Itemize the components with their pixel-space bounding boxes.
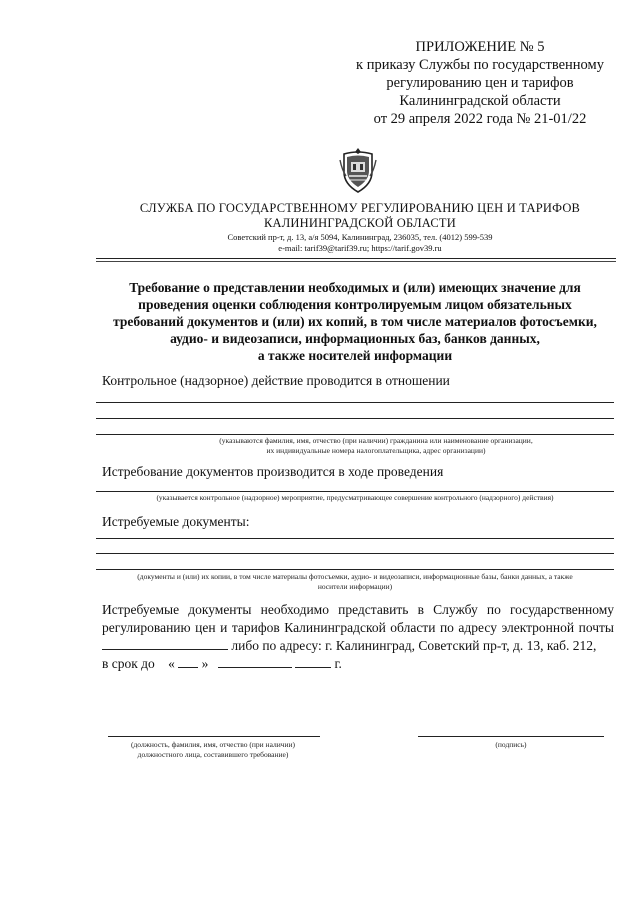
title-line: Требование о представлении необходимых и (или) имеющих значение для xyxy=(129,280,581,295)
title-line: а также носителей информации xyxy=(257,348,453,363)
appendix-order-line: Калининградской области xyxy=(399,93,561,109)
requested-documents-field[interactable] xyxy=(96,569,614,570)
header-divider xyxy=(96,258,616,259)
inspection-subject-field[interactable] xyxy=(96,434,614,435)
official-name-field[interactable] xyxy=(108,736,320,737)
year-suffix: г. xyxy=(334,656,342,671)
requested-documents-field[interactable] xyxy=(96,538,614,539)
deadline-month-field[interactable] xyxy=(218,655,292,668)
inspection-subject-field[interactable] xyxy=(96,402,614,403)
appendix-block xyxy=(330,38,630,128)
appendix-order-date: от 29 апреля 2022 года № 21-01/22 xyxy=(373,111,587,127)
inspection-subject-label: Контрольное (надзорное) действие проводится в отношении xyxy=(102,373,450,388)
submission-instructions xyxy=(102,601,614,673)
organization-email: e-mail: tarif39@tarif39.ru; https://tarif.gov39.ru xyxy=(278,243,442,253)
email-field[interactable] xyxy=(102,637,228,650)
title-line: требований документов и (или) их копий, в том числе материалов фотосъемки, xyxy=(113,314,597,329)
hint-line: (документы и (или) их копии, в том числе материалы фотосъемки, аудио- и видеозаписи, информационные базы, банки данных, а также xyxy=(137,572,573,581)
deadline-prefix: в срок до xyxy=(102,656,155,671)
quote-close: » xyxy=(201,656,209,671)
control-event-hint: (указывается контрольное (надзорное) мероприятие, предусматривающее совершение контрольного (надзорного) действия) xyxy=(156,493,554,502)
inspection-subject-field[interactable] xyxy=(96,418,614,419)
document-title xyxy=(90,279,620,364)
hint-line: их индивидуальные номера налогоплательщика, адрес организации) xyxy=(266,446,486,455)
signature-hint: (подпись) xyxy=(495,740,527,749)
organization-line: КАЛИНИНГРАДСКОЙ ОБЛАСТИ xyxy=(263,216,456,230)
quote-open: « xyxy=(168,656,175,671)
deadline-day-field[interactable] xyxy=(178,655,198,668)
requested-documents-hint xyxy=(96,572,614,592)
hint-line: (должность, фамилия, имя, отчество (при наличии) xyxy=(130,740,296,749)
instructions-text: Истребуемые документы необходимо представить в Службу по государственному регулированию цен и тарифов Калининградской области по адресу электронной почты xyxy=(102,602,614,635)
inspection-subject-hint xyxy=(96,436,640,456)
control-event-field[interactable] xyxy=(96,491,614,492)
header-divider-thin xyxy=(96,261,616,262)
official-name-hint xyxy=(100,740,326,760)
appendix-title: ПРИЛОЖЕНИЕ № 5 xyxy=(415,39,545,55)
organization-contacts xyxy=(60,232,640,254)
requested-documents-label: Истребуемые документы: xyxy=(102,514,250,529)
organization-address: Советский пр-т, д. 13, а/я 5094, Калининград, 236035, тел. (4012) 599-539 xyxy=(227,232,493,242)
hint-line: (указываются фамилия, имя, отчество (при наличии) гражданина или наименование организации, xyxy=(219,436,533,445)
hint-line: носители информации) xyxy=(317,582,393,591)
organization-name xyxy=(60,201,640,231)
requested-documents-field[interactable] xyxy=(96,553,614,554)
appendix-order-line: к приказу Службы по государственному xyxy=(356,57,604,73)
deadline-year-field[interactable] xyxy=(295,655,331,668)
title-line: аудио- и видеозаписи, информационных баз, банков данных, xyxy=(170,331,540,346)
control-event-label: Истребование документов производится в ходе проведения xyxy=(102,464,444,479)
appendix-order-line: регулированию цен и тарифов xyxy=(386,75,574,91)
coat-of-arms-icon xyxy=(338,146,378,194)
title-line: проведения оценки соблюдения контролируемым лицом обязательных xyxy=(138,297,572,312)
hint-line: должностного лица, составившего требование) xyxy=(137,750,289,759)
organization-line: СЛУЖБА ПО ГОСУДАРСТВЕННОМУ РЕГУЛИРОВАНИЮ ЦЕН И ТАРИФОВ xyxy=(139,201,581,215)
signature-field[interactable] xyxy=(418,736,604,737)
instructions-text: либо по адресу: г. Калининград, Советский пр-т, д. 13, каб. 212, xyxy=(231,638,597,653)
